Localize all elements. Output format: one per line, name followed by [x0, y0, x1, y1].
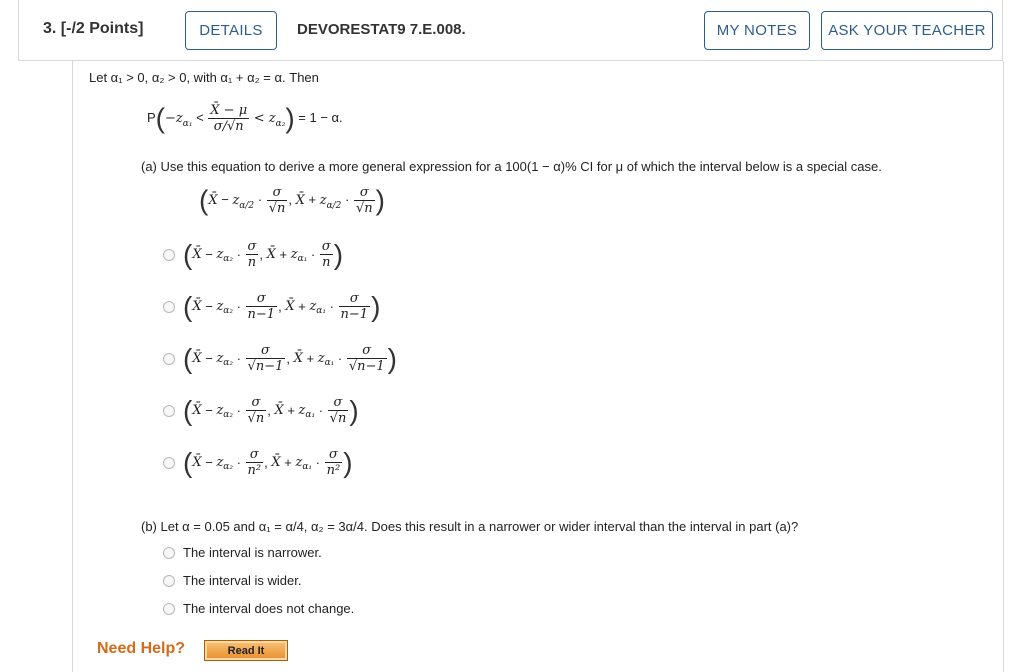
radio-b-3[interactable] — [163, 603, 175, 615]
question-body — [72, 61, 1004, 672]
ref-z-1: z — [232, 192, 240, 208]
intro-text: Let α₁ > 0, α₂ > 0, with α₁ + α₂ = α. Then — [89, 70, 319, 85]
details-button[interactable]: DETAILS — [185, 11, 277, 50]
c2-sigma2: σ — [349, 291, 359, 306]
radio-b-1[interactable] — [163, 547, 175, 559]
choice-a-2[interactable]: ( X̄ − z α₂ · $\frac{\sigma}{n-1}$ , X̄ + z α₁ · $\frac{\sigma}{n-1}$ ) — [163, 291, 380, 322]
c5-sigma1: σ — [249, 447, 259, 462]
choice-a-4[interactable]: ( X̄ − z α₂ · $\frac{\sigma}{√n}$ , X̄ + z α₁ · $\frac{\sigma}{√n}$ ) — [163, 395, 359, 426]
prob-numerator: X̄ − μ — [210, 103, 248, 118]
c1-sigma1: σ — [247, 239, 257, 254]
c4-plus: + — [287, 403, 295, 418]
prob-sub1: α₁ — [182, 118, 193, 129]
c2-a1: α₁ — [316, 305, 326, 316]
c1-plus: + — [279, 247, 288, 262]
c3-den1: √n−1 — [247, 359, 284, 374]
part-a-question: (a) Use this equation to derive a more general expression for a 100(1 − α)% CI for μ of which the interval below is a special case. — [141, 159, 882, 174]
c4-a1: α₁ — [305, 409, 316, 420]
read-it-button[interactable]: Read It — [204, 640, 288, 661]
ref-z-2: z — [319, 192, 327, 208]
c3-z1: z — [216, 351, 224, 366]
c1-a1: α₁ — [297, 253, 308, 264]
c3-minus: − — [205, 351, 213, 366]
ref-sigma-2: σ — [359, 185, 369, 200]
reference-interval: (X̄ − $z_{\alpha/2}$ · $\frac{\sigma}{√n}$ , X̄ + $z_{\alpha/2}$ · $\frac{\sigma}{√n}$ ) — [199, 184, 385, 216]
c4-minus: − — [205, 403, 213, 418]
c3-a2: α₂ — [223, 357, 233, 368]
c3-xbar1: X̄ — [192, 351, 202, 366]
my-notes-button[interactable]: MY NOTES — [704, 11, 810, 50]
c4-sigma2: σ — [333, 395, 343, 410]
c2-plus: + — [298, 299, 306, 314]
c4-sigma1: σ — [251, 395, 261, 410]
question-code: DEVORESTAT9 7.E.008. — [297, 21, 466, 38]
choice-b-3[interactable] — [163, 601, 354, 616]
ref-sub-2: α/2 — [326, 200, 342, 211]
c3-xbar2: X̄ — [293, 351, 303, 366]
ref-plus: + — [308, 191, 317, 207]
c1-z1: z — [216, 247, 224, 262]
c3-a1: α₁ — [324, 357, 335, 368]
c1-minus: − — [205, 247, 213, 262]
c3-z2: z — [317, 351, 325, 366]
c2-a2: α₂ — [223, 305, 233, 316]
c4-den2: √n — [329, 411, 347, 426]
ref-sub-1: α/2 — [239, 200, 255, 211]
c1-a2: α₂ — [223, 253, 233, 264]
c5-a2: α₂ — [223, 461, 233, 472]
c3-plus: + — [306, 351, 315, 366]
radio-a-5[interactable] — [163, 457, 175, 469]
choice-a-1[interactable]: ( X̄ − z α₂ · $\frac{\sigma}{n}$ , X̄ + z α₁ · $\frac{\sigma}{n}$ ) — [163, 239, 343, 270]
choice-a-3[interactable]: ( X̄ − z α₂ · $\frac{\sigma}{√n-1}$ , X̄ + z α₁ · $\frac{\sigma}{√n-1}$ ) — [163, 343, 397, 374]
prob-left-z: −z — [165, 110, 183, 126]
c5-a1: α₁ — [302, 461, 313, 472]
prob-denominator: σ/√n — [208, 118, 249, 134]
c5-den2: n² — [326, 463, 341, 478]
radio-a-1[interactable] — [163, 249, 175, 261]
ref-xbar-2: X̄ — [295, 192, 305, 208]
prob-p: P — [147, 109, 156, 125]
c1-sigma2: σ — [321, 239, 331, 254]
c5-minus: − — [205, 455, 213, 470]
choice-b-1[interactable] — [163, 545, 322, 560]
need-help-label: Need Help? — [97, 640, 186, 657]
c2-den1: n−1 — [247, 307, 276, 322]
question-header — [18, 0, 1003, 61]
c5-z1: z — [216, 455, 224, 470]
choice-b-1-label: The interval is narrower. — [183, 545, 322, 560]
c2-z2: z — [309, 299, 317, 314]
c5-xbar2: X̄ — [271, 455, 281, 470]
c4-xbar1: X̄ — [192, 403, 202, 418]
prob-lt: < — [196, 109, 204, 125]
c5-z2: z — [295, 455, 303, 470]
c5-plus: + — [284, 455, 292, 470]
c1-z2: z — [290, 247, 298, 262]
c4-den1: √n — [247, 411, 265, 426]
c5-sigma2: σ — [328, 447, 338, 462]
c1-den1: n — [246, 254, 259, 270]
prob-right-z: < z — [253, 110, 276, 126]
choice-b-2[interactable] — [163, 573, 302, 588]
c2-minus: − — [205, 299, 213, 314]
radio-a-3[interactable] — [163, 353, 175, 365]
question-points: 3. [-/2 Points] — [43, 20, 144, 37]
prob-sub2: α₂ — [275, 118, 286, 129]
ref-sigma-1: σ — [272, 185, 282, 200]
c4-z1: z — [216, 403, 224, 418]
choice-a-5[interactable]: ( X̄ − z α₂ · $\frac{\sigma}{\text{n²}}$ , X̄ + z α₁ · $\frac{\sigma}{\text{n²}}$ ) — [163, 447, 353, 478]
c3-sigma2: σ — [362, 343, 372, 358]
ask-teacher-button[interactable]: ASK YOUR TEACHER — [821, 11, 993, 50]
c4-xbar2: X̄ — [274, 403, 284, 418]
c5-xbar1: X̄ — [192, 455, 202, 470]
c1-xbar2: X̄ — [266, 247, 276, 262]
c1-xbar1: X̄ — [192, 247, 202, 262]
radio-a-2[interactable] — [163, 301, 175, 313]
probability-statement: $P(-z_{\alpha_1}$ < $\frac{X̄ - \mu}{\sigma/√n}$ < $z_{\alpha_2}) = 1 - \alpha$. — [147, 102, 343, 134]
c4-z2: z — [298, 403, 306, 418]
choice-b-2-label: The interval is wider. — [183, 573, 302, 588]
c1-den2: n — [320, 254, 333, 270]
c4-a2: α₂ — [223, 409, 233, 420]
part-b-question: (b) Let α = 0.05 and α₁ = α/4, α₂ = 3α/4. Does this result in a narrower or wider interval than the interval in part (a)? — [141, 519, 799, 534]
c3-sigma1: σ — [261, 343, 270, 358]
radio-a-4[interactable] — [163, 405, 175, 417]
radio-b-2[interactable] — [163, 575, 175, 587]
c5-den1: n² — [247, 463, 262, 478]
c2-xbar2: X̄ — [285, 299, 295, 314]
choice-b-3-label: The interval does not change. — [183, 601, 355, 616]
prob-equals: = 1 − α. — [298, 109, 343, 125]
c2-xbar1: X̄ — [192, 299, 202, 314]
c2-z1: z — [216, 299, 224, 314]
ref-xbar-1: X̄ — [208, 192, 218, 208]
c2-den2: n−1 — [340, 307, 369, 322]
c2-sigma1: σ — [256, 291, 266, 306]
c3-den2: √n−1 — [348, 359, 385, 374]
ref-minus: − — [221, 191, 229, 207]
